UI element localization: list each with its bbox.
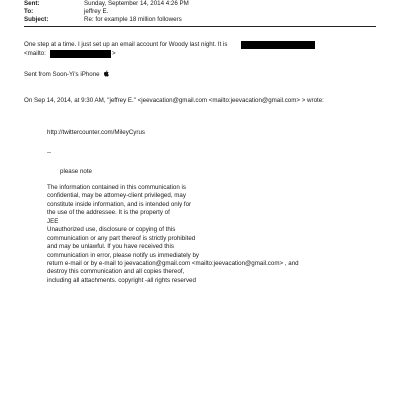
- disclaimer-line: including all attachments. copyright -all rights reserved: [47, 276, 196, 284]
- apple-logo-icon: [103, 70, 109, 77]
- twitter-link[interactable]: http://twittercounter.com/MileyCyrus: [47, 129, 145, 136]
- disclaimer-line: communication or any part thereof is strictly prohibited: [47, 234, 196, 242]
- please-note: please note: [60, 168, 92, 175]
- disclaimer-line: communication in error, please notify us immediately by: [47, 251, 200, 259]
- body-line-2-suffix: >: [112, 50, 116, 57]
- disclaimer-line: the use of the addressee. It is the property of: [47, 209, 170, 217]
- subject-label: Subject:: [24, 16, 49, 23]
- separator: --: [47, 149, 52, 156]
- sent-label: Sent:: [24, 0, 40, 7]
- body-line-1: One step at a time. I just set up an email account for Woody last night. It is: [24, 41, 228, 48]
- disclaimer-line: return e-mail or by e-mail to jeevacation@gmail.com <mailto:jeevacation@gmail.com> , and: [47, 259, 299, 267]
- signature: [24, 70, 109, 79]
- disclaimer-line: confidential, may be attorney-client privileged, may: [47, 192, 186, 200]
- subject-value: Re: for example 18 million followers: [84, 16, 182, 23]
- body-line-2-prefix: <mailto:: [24, 50, 46, 57]
- to-value: jeffrey E.: [84, 8, 109, 15]
- signature-text: Sent from Soon-Yi's iPhone: [24, 71, 100, 78]
- redaction-bar-1: [241, 41, 315, 49]
- to-label: To:: [24, 8, 34, 15]
- sent-value: Sunday, September 14, 2014 4:26 PM: [84, 0, 189, 7]
- disclaimer: [47, 184, 299, 285]
- disclaimer-line: Unauthorized use, disclosure or copying of this: [47, 226, 176, 234]
- disclaimer-line: and may be unlawful. If you have received this: [47, 243, 174, 251]
- header-divider: [24, 26, 376, 27]
- disclaimer-line: constitute inside information, and is intended only for: [47, 200, 192, 208]
- quote-header: On Sep 14, 2014, at 9:30 AM, "jeffrey E." <jeevacation@gmail.com <mailto:jeevacation@gmail.com> > wrote:: [24, 97, 324, 104]
- disclaimer-line: JEE: [47, 217, 59, 225]
- redaction-bar-2: [50, 50, 111, 58]
- disclaimer-line: destroy this communication and all copies thereof,: [47, 268, 185, 276]
- disclaimer-line: The information contained in this communication is: [47, 184, 186, 191]
